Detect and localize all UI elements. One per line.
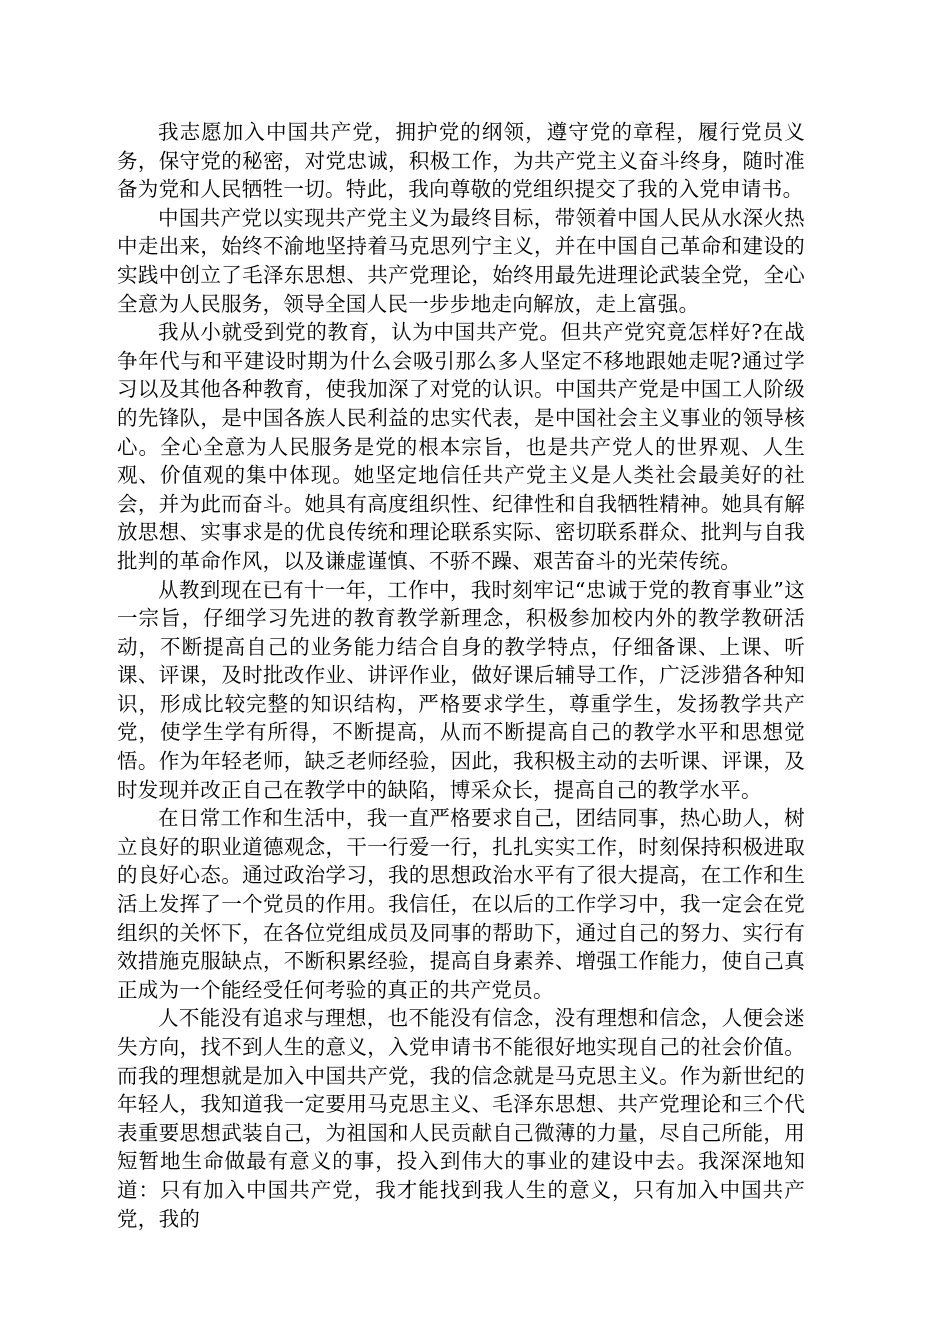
document-body: [117, 118, 805, 1233]
paragraph-5: 在日常工作和生活中，我一直严格要求自己，团结同事，热心助人，树立良好的职业道德观念，干一行爱一行，扎扎实实工作，时刻保持积极进取的良好心态。通过政治学习，我的思想政治水平有了很大提高，在工作和生活上发挥了一个党员的作用。我信任，在以后的工作学习中，我一定会在党组织的关怀下，在各位党组成员及同事的帮助下，通过自己的努力、实行有效措施克服缺点，不断积累经验，提高自身素养、增强工作能力，使自己真正成为一个能经受任何考验的真正的共产党员。: [117, 806, 805, 1002]
paragraph-3: 我从小就受到党的教育，认为中国共产党。但共产党究竟怎样好?在战争年代与和平建设时期为什么会吸引那么多人坚定不移地跟她走呢?通过学习以及其他各种教育，使我加深了对党的认识。中国共产党是中国工人阶级的先锋队，是中国各族人民利益的忠实代表，是中国社会主义事业的领导核心。全心全意为人民服务是党的根本宗旨，也是共产党人的世界观、人生观、价值观的集中体现。她坚定地信任共产党主义是人类社会最美好的社会，并为此而奋斗。她具有高度组织性、纪律性和自我牺牲精神。她具有解放思想、实事求是的优良传统和理论联系实际、密切联系群众、批判与自我批判的革命作风，以及谦虚谨慎、不骄不躁、艰苦奋斗的光荣传统。: [117, 320, 805, 573]
paragraph-2: 中国共产党以实现共产党主义为最终目标，带领着中国人民从水深火热中走出来，始终不渝地坚持着马克思列宁主义，并在中国自己革命和建设的实践中创立了毛泽东思想、共产党理论，始终用最先进理论武装全党，全心全意为人民服务，领导全国人民一步步地走向解放，走上富强。: [117, 205, 805, 316]
paragraph-6: 人不能没有追求与理想，也不能没有信念，没有理想和信念，人便会迷失方向，找不到人生的意义，入党申请书不能很好地实现自己的社会价值。而我的理想就是加入中国共产党，我的信念就是马克思主义。作为新世纪的年轻人，我知道我一定要用马克思主义、毛泽东思想、共产党理论和三个代表重要思想武装自己，为祖国和人民贡献自己微薄的力量，尽自己所能，用短暂地生命做最有意义的事，投入到伟大的事业的建设中去。我深深地知道：只有加入中国共产党，我才能找到我人生的意义，只有加入中国共产党，我的: [117, 1006, 805, 1231]
paragraph-4: 从教到现在已有十一年，工作中，我时刻牢记“忠诚于党的教育事业”这一宗旨，仔细学习先进的教育教学新理念，积极参加校内外的教学教研活动，不断提高自己的业务能力结合自身的教学特点，仔细备课、上课、听课、评课，及时批改作业、讲评作业，做好课后辅导工作，广泛涉猎各种知识，形成比较完整的知识结构，严格要求学生，尊重学生，发扬教学共产党，使学生学有所得，不断提高，从而不断提高自己的教学水平和思想觉悟。作为年轻老师，缺乏老师经验，因此，我积极主动的去听课、评课，及时发现并改正自己在教学中的缺陷，博采众长，提高自己的教学水平。: [117, 577, 805, 802]
paragraph-1: 我志愿加入中国共产党，拥护党的纲领，遵守党的章程，履行党员义务，保守党的秘密，对党忠诚，积极工作，为共产党主义奋斗终身，随时准备为党和人民牺牲一切。特此，我向尊敬的党组织提交了我的入党申请书。: [117, 120, 805, 202]
